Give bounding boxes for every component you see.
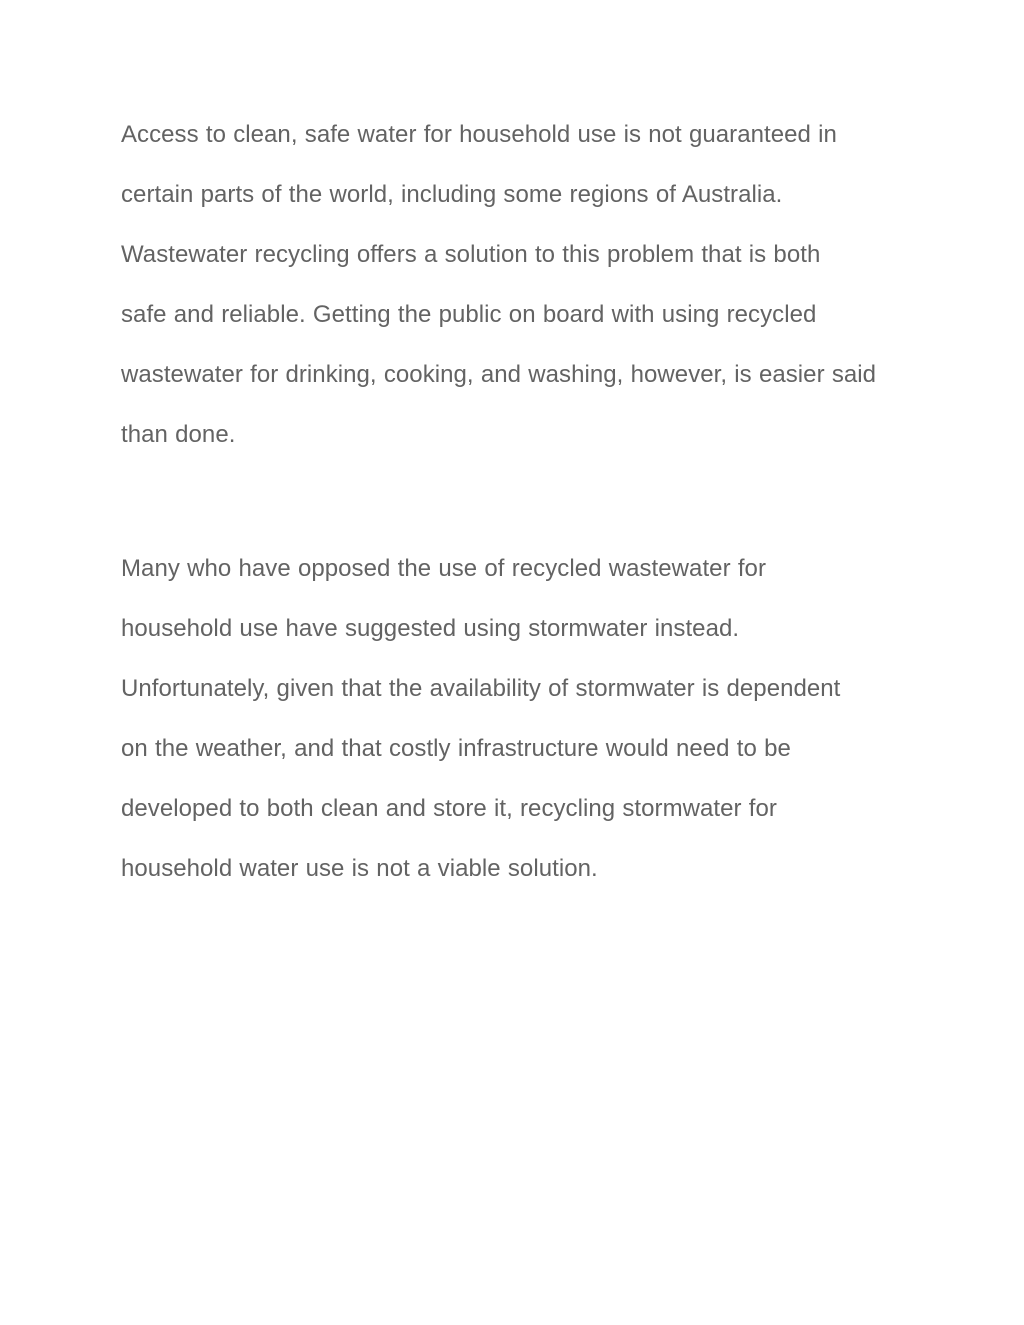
paragraph-line: household water use is not a viable solution. xyxy=(121,855,598,882)
paragraph-line: certain parts of the world, including some regions of Australia. xyxy=(121,181,783,208)
paragraph-line: Many who have opposed the use of recycled wastewater for xyxy=(121,555,766,582)
paragraph-line: Unfortunately, given that the availability of stormwater is dependent xyxy=(121,675,841,702)
document-body xyxy=(121,105,911,899)
paragraph-line: safe and reliable. Getting the public on board with using recycled xyxy=(121,301,817,328)
paragraph-line: Wastewater recycling offers a solution to this problem that is both xyxy=(121,241,821,268)
paragraph-line: on the weather, and that costly infrastructure would need to be xyxy=(121,735,791,762)
paragraph-line: developed to both clean and store it, recycling stormwater for xyxy=(121,795,777,822)
paragraph-2 xyxy=(121,539,911,899)
paragraph-spacer xyxy=(121,465,911,539)
paragraph-line: household use have suggested using stormwater instead. xyxy=(121,615,740,642)
paragraph-line: Access to clean, safe water for household use is not guaranteed in xyxy=(121,121,837,148)
paragraph-line: wastewater for drinking, cooking, and washing, however, is easier said xyxy=(121,361,877,388)
paragraph-line: than done. xyxy=(121,421,236,448)
paragraph-1 xyxy=(121,105,911,465)
